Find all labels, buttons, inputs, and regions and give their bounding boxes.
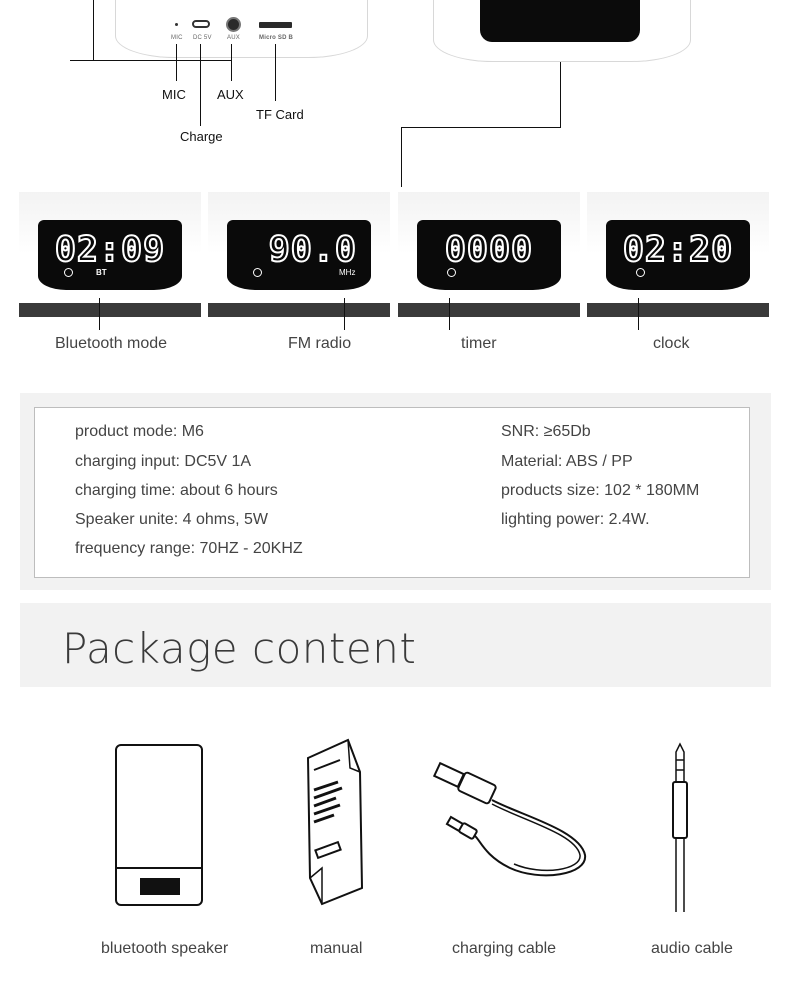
leader-line xyxy=(70,60,232,61)
spec-frequency: frequency range: 70HZ - 20KHZ xyxy=(75,540,303,557)
device-base-ports xyxy=(115,0,368,58)
mode-label-clock: clock xyxy=(653,335,690,352)
mode-card-clock xyxy=(587,192,769,317)
screen-tag-bt: BT xyxy=(96,268,107,277)
mode-card-fm xyxy=(208,192,390,317)
aux-jack-icon xyxy=(226,17,241,32)
leader-line xyxy=(401,127,561,128)
leader-line xyxy=(275,44,276,101)
spec-snr: SNR: ≥65Db xyxy=(501,423,591,440)
alarm-icon xyxy=(636,268,645,277)
port-tag-sd: Micro SD B xyxy=(259,35,294,41)
audio-jack-icon xyxy=(660,742,700,914)
led-screen xyxy=(606,220,750,290)
spec-model: product mode: M6 xyxy=(75,423,204,440)
leader-line xyxy=(93,0,94,60)
display-screen-stub xyxy=(480,0,640,42)
spec-charging-input: charging input: DC5V 1A xyxy=(75,453,252,470)
spec-lighting-power: lighting power: 2.4W. xyxy=(501,511,650,528)
leader-line xyxy=(560,62,561,128)
leader-line xyxy=(401,127,402,187)
spec-material: Material: ABS / PP xyxy=(501,453,633,470)
alarm-icon xyxy=(253,268,262,277)
leader-line xyxy=(231,44,232,81)
package-item-charging-cable: charging cable xyxy=(452,940,557,957)
leader-line xyxy=(99,298,100,330)
port-tag-aux: AUX xyxy=(227,35,240,41)
mode-label-timer: timer xyxy=(461,335,497,352)
callout-aux: AUX xyxy=(217,87,244,102)
spec-charging-time: charging time: about 6 hours xyxy=(75,482,278,499)
package-item-speaker: bluetooth speaker xyxy=(101,940,229,957)
leader-line xyxy=(200,44,201,126)
led-digits: 02:20 xyxy=(622,230,734,270)
leader-line xyxy=(449,298,450,330)
mic-hole-icon xyxy=(175,23,178,26)
spec-size: products size: 102 * 180MM xyxy=(501,482,700,499)
led-digits: 90.0 xyxy=(268,230,357,270)
manual-icon xyxy=(300,738,370,908)
led-digits: 0000 xyxy=(444,230,534,270)
leader-line xyxy=(344,298,345,330)
alarm-icon xyxy=(64,268,73,277)
leader-line xyxy=(638,298,639,330)
led-digits: 02:09 xyxy=(54,230,166,270)
port-tag-mic: MIC xyxy=(171,35,183,41)
mode-card-bluetooth xyxy=(19,192,201,317)
package-item-audio-cable: audio cable xyxy=(651,940,733,957)
callout-charge: Charge xyxy=(180,129,223,144)
leader-line xyxy=(176,44,177,81)
mode-label-fm: FM radio xyxy=(288,335,352,352)
callout-mic: MIC xyxy=(162,87,186,102)
mode-label-bluetooth: Bluetooth mode xyxy=(55,335,168,352)
spec-speaker-unit: Speaker unite: 4 ohms, 5W xyxy=(75,511,268,528)
speaker-icon xyxy=(110,740,210,912)
sd-slot-icon xyxy=(259,22,292,28)
package-title: Package content xyxy=(62,624,417,673)
led-screen xyxy=(38,220,182,290)
led-screen xyxy=(417,220,561,290)
alarm-icon xyxy=(447,268,456,277)
screen-tag-mhz: MHz xyxy=(339,268,356,277)
callout-tf-card: TF Card xyxy=(256,107,304,122)
led-screen xyxy=(227,220,371,290)
package-item-manual: manual xyxy=(310,940,363,957)
dc-port-icon xyxy=(192,20,210,28)
usb-cable-icon xyxy=(430,760,595,890)
mode-card-timer xyxy=(398,192,580,317)
port-tag-dc: DC 5V xyxy=(193,35,212,41)
